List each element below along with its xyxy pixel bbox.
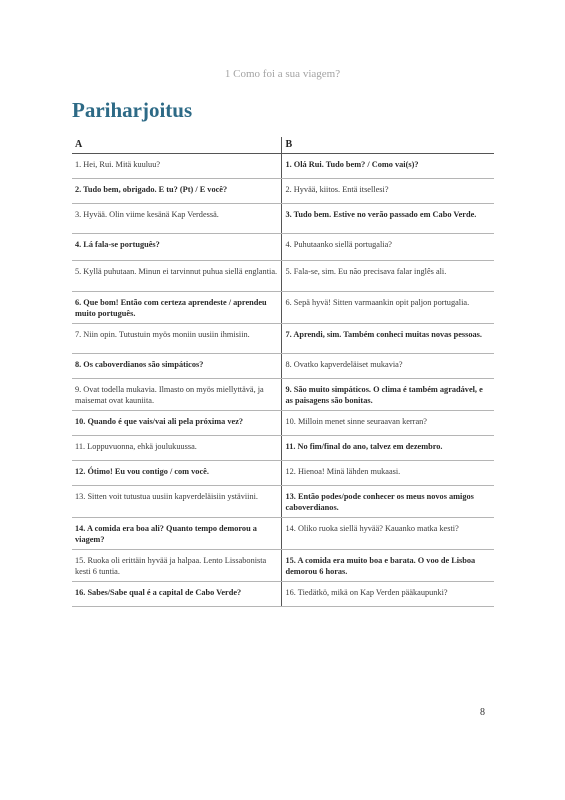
- column-a-cell: 16. Sabes/Sabe qual é a capital de Cabo Verde?: [72, 582, 281, 607]
- column-a-cell: 8. Os caboverdianos são simpáticos?: [72, 354, 281, 379]
- column-a-cell: 11. Loppuvuonna, ehkä joulukuussa.: [72, 436, 281, 461]
- section-title: Pariharjoitus: [72, 98, 193, 122]
- table-row: [72, 486, 494, 518]
- column-b-cell: 4. Puhutaanko siellä portugalia?: [281, 234, 494, 261]
- table-row: [72, 461, 494, 486]
- table-row: [72, 436, 494, 461]
- table-row: [72, 154, 494, 179]
- column-b-cell: 9. São muito simpáticos. O clima é também agradável, e as paisagens são bonitas.: [281, 379, 494, 411]
- column-b-header: B: [281, 137, 494, 154]
- column-b-cell: 12. Hienoa! Minä lähden mukaasi.: [281, 461, 494, 486]
- column-a-header: A: [72, 137, 281, 154]
- table-row: [72, 261, 494, 292]
- column-b-cell: 6. Sepä hyvä! Sitten varmaankin opit paljon portugalia.: [281, 292, 494, 324]
- column-a-cell: 7. Niin opin. Tutustuin myös moniin uusiin ihmisiin.: [72, 324, 281, 354]
- column-b-cell: 14. Oliko ruoka siellä hyvää? Kauanko matka kesti?: [281, 518, 494, 550]
- column-a-cell: 15. Ruoka oli erittäin hyvää ja halpaa. Lento Lissabonista kesti 6 tuntia.: [72, 550, 281, 582]
- column-a-cell: 3. Hyvää. Olin viime kesänä Kap Verdessä.: [72, 204, 281, 234]
- exercise-table: [72, 137, 494, 607]
- table-row: [72, 292, 494, 324]
- column-a-cell: 4. Lá fala-se português?: [72, 234, 281, 261]
- column-a-cell: 6. Que bom! Então com certeza aprendeste / aprendeu muito português.: [72, 292, 281, 324]
- page-number: 8: [480, 707, 485, 718]
- column-b-cell: 3. Tudo bem. Estive no verão passado em Cabo Verde.: [281, 204, 494, 234]
- table-row: [72, 324, 494, 354]
- table-row: [72, 379, 494, 411]
- table-row: [72, 518, 494, 550]
- column-a-cell: 14. A comida era boa ali? Quanto tempo demorou a viagem?: [72, 518, 281, 550]
- column-b-cell: 1. Olá Rui. Tudo bem? / Como vai(s)?: [281, 154, 494, 179]
- table-row: [72, 179, 494, 204]
- chapter-header: 1 Como foi a sua viagem?: [224, 68, 341, 80]
- column-a-cell: 10. Quando é que vais/vai ali pela próxima vez?: [72, 411, 281, 436]
- table-row: [72, 411, 494, 436]
- column-a-cell: 12. Ótimo! Eu vou contigo / com você.: [72, 461, 281, 486]
- column-b-cell: 10. Milloin menet sinne seuraavan kerran?: [281, 411, 494, 436]
- column-b-cell: 2. Hyvää, kiitos. Entä itsellesi?: [281, 179, 494, 204]
- column-b-cell: 7. Aprendi, sim. Também conheci muitas novas pessoas.: [281, 324, 494, 354]
- column-a-cell: 5. Kyllä puhutaan. Minun ei tarvinnut puhua siellä englantia.: [72, 261, 281, 292]
- column-a-cell: 2. Tudo bem, obrigado. E tu? (Pt) / E você?: [72, 179, 281, 204]
- column-b-cell: 8. Ovatko kapverdeläiset mukavia?: [281, 354, 494, 379]
- table-row: [72, 204, 494, 234]
- column-a-cell: 13. Sitten voit tutustua uusiin kapverdeläisiin ystäviini.: [72, 486, 281, 518]
- column-a-cell: 1. Hei, Rui. Mitä kuuluu?: [72, 154, 281, 179]
- column-b-cell: 11. No fim/final do ano, talvez em dezembro.: [281, 436, 494, 461]
- table-row: [72, 234, 494, 261]
- table-row: [72, 354, 494, 379]
- column-b-cell: 15. A comida era muito boa e barata. O voo de Lisboa demorou 6 horas.: [281, 550, 494, 582]
- table-row: [72, 550, 494, 582]
- column-b-cell: 5. Fala-se, sim. Eu não precisava falar inglês ali.: [281, 261, 494, 292]
- table-header-row: [72, 137, 494, 154]
- table-row: [72, 582, 494, 607]
- column-b-cell: 16. Tiedätkö, mikä on Kap Verden pääkaupunki?: [281, 582, 494, 607]
- column-a-cell: 9. Ovat todella mukavia. Ilmasto on myös miellyttävä, ja maisemat ovat kauniita.: [72, 379, 281, 411]
- column-b-cell: 13. Então podes/pode conhecer os meus novos amigos caboverdianos.: [281, 486, 494, 518]
